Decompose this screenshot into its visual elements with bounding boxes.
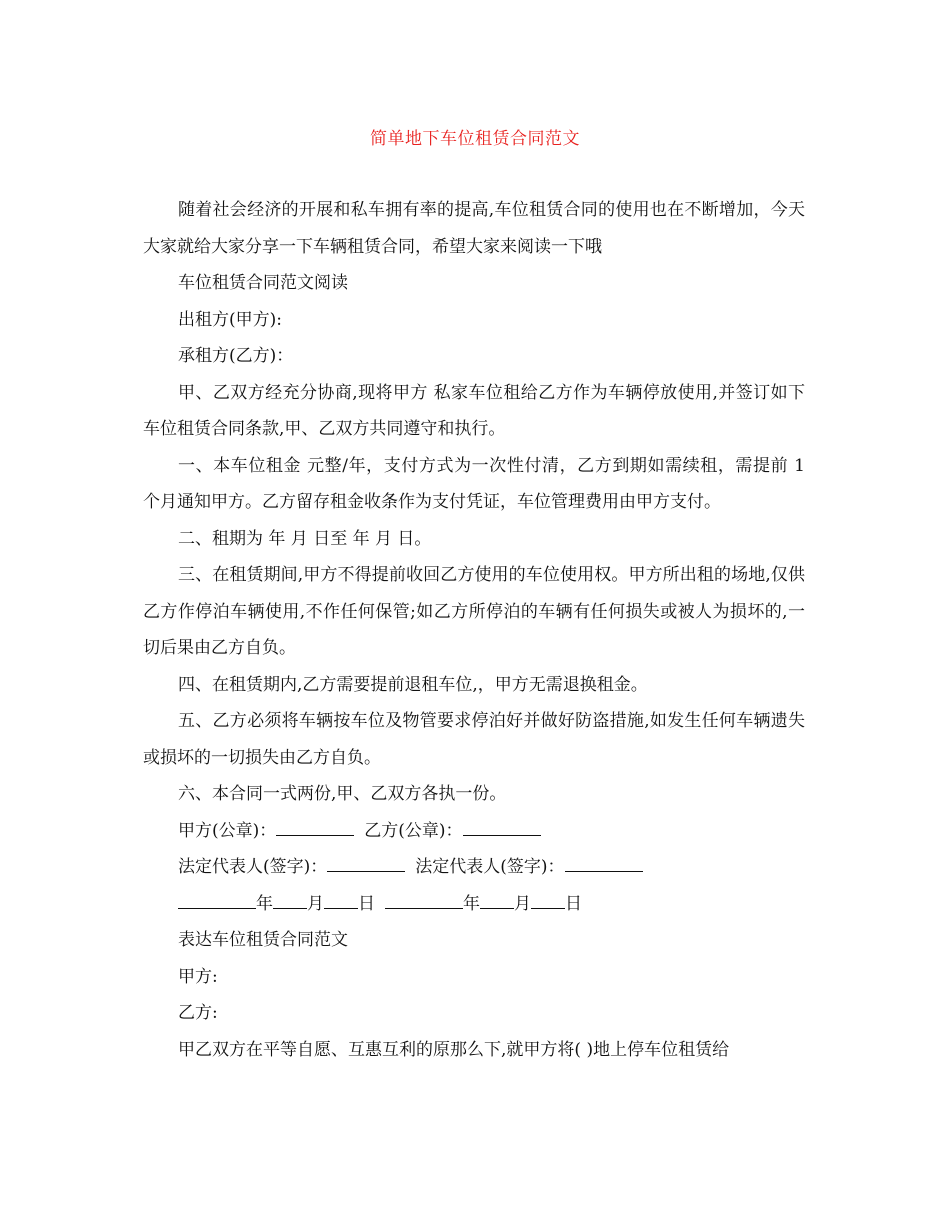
lessee-line: 承租方(乙方)： xyxy=(178,346,294,366)
final-paragraph: 甲乙双方在平等自愿、互惠互利的原那么下,就甲方将( )地上停车位租赁给 xyxy=(178,1039,730,1060)
section-heading-reading: 车位租赁合同范文阅读 xyxy=(178,273,348,293)
date-a-year: 年 xyxy=(256,893,273,914)
date-b-year: 年 xyxy=(463,893,480,914)
representative-line xyxy=(143,849,805,886)
intro-paragraph: 随着社会经济的开展和私车拥有率的提高,车位租赁合同的使用也在不断增加，今天大家就给大家分享一下车辆租赁合同，希望大家来阅读一下哦 xyxy=(143,200,805,257)
date-a-month-blank xyxy=(273,888,307,909)
date-a-day: 日 xyxy=(358,893,375,914)
clause-5: 五、乙方必须将车辆按车位及物管要求停泊好并做好防盗措施,如发生任何车辆遗失或损坏的一切损失由乙方自负。 xyxy=(143,711,805,768)
clause-1: 一、本车位租金 元整/年，支付方式为一次性付清，乙方到期如需续租，需提前 1 个月通知甲方。乙方留存租金收条作为支付凭证，车位管理费用由甲方支付。 xyxy=(143,455,805,512)
date-a-month: 月 xyxy=(307,893,324,914)
rep-a-blank xyxy=(327,851,405,872)
party-a-seal-blank xyxy=(276,815,354,836)
date-a-day-blank xyxy=(324,888,358,909)
seal-line xyxy=(143,813,805,850)
date-b-month: 月 xyxy=(514,893,531,914)
date-b-day: 日 xyxy=(565,893,582,914)
party-b-seal-label: 乙方(公章)： xyxy=(364,820,463,841)
section-heading-expression: 表达车位租赁合同范文 xyxy=(178,930,348,950)
clause-4: 四、在租赁期内,乙方需要提前退租车位,，甲方无需退换租金。 xyxy=(178,674,648,695)
rep-b-blank xyxy=(565,851,643,872)
agreement-paragraph: 甲、乙双方经充分协商,现将甲方 私家车位租给乙方作为车辆停放使用,并签订如下车位租赁合同条款,甲、乙双方共同遵守和执行。 xyxy=(143,382,805,439)
lessor-line: 出租方(甲方): xyxy=(178,309,282,330)
document-body xyxy=(143,192,805,1068)
date-line xyxy=(143,886,805,923)
party-a-line: 甲方: xyxy=(178,966,218,987)
rep-a-label: 法定代表人(签字)： xyxy=(178,857,328,877)
date-b-year-blank xyxy=(385,888,463,909)
party-b-seal-blank xyxy=(463,815,541,836)
date-b-day-blank xyxy=(531,888,565,909)
document-title: 简单地下车位租赁合同范文 xyxy=(370,129,580,149)
clause-6: 六、本合同一式两份,甲、乙双方各执一份。 xyxy=(178,784,507,804)
party-b-line: 乙方: xyxy=(178,1003,218,1023)
party-a-seal-label: 甲方(公章)： xyxy=(178,820,277,841)
date-a-year-blank xyxy=(178,888,256,909)
clause-3: 三、在租赁期间,甲方不得提前收回乙方使用的车位使用权。甲方所出租的场地,仅供乙方作停泊车辆使用,不作任何保管;如乙方所停泊的车辆有任何损失或被人为损坏的,一切后果由乙方自负。 xyxy=(143,565,805,658)
clause-2: 二、租期为 年 月 日至 年 月 日。 xyxy=(178,528,432,549)
date-b-month-blank xyxy=(480,888,514,909)
rep-b-label: 法定代表人(签字)： xyxy=(415,857,565,877)
